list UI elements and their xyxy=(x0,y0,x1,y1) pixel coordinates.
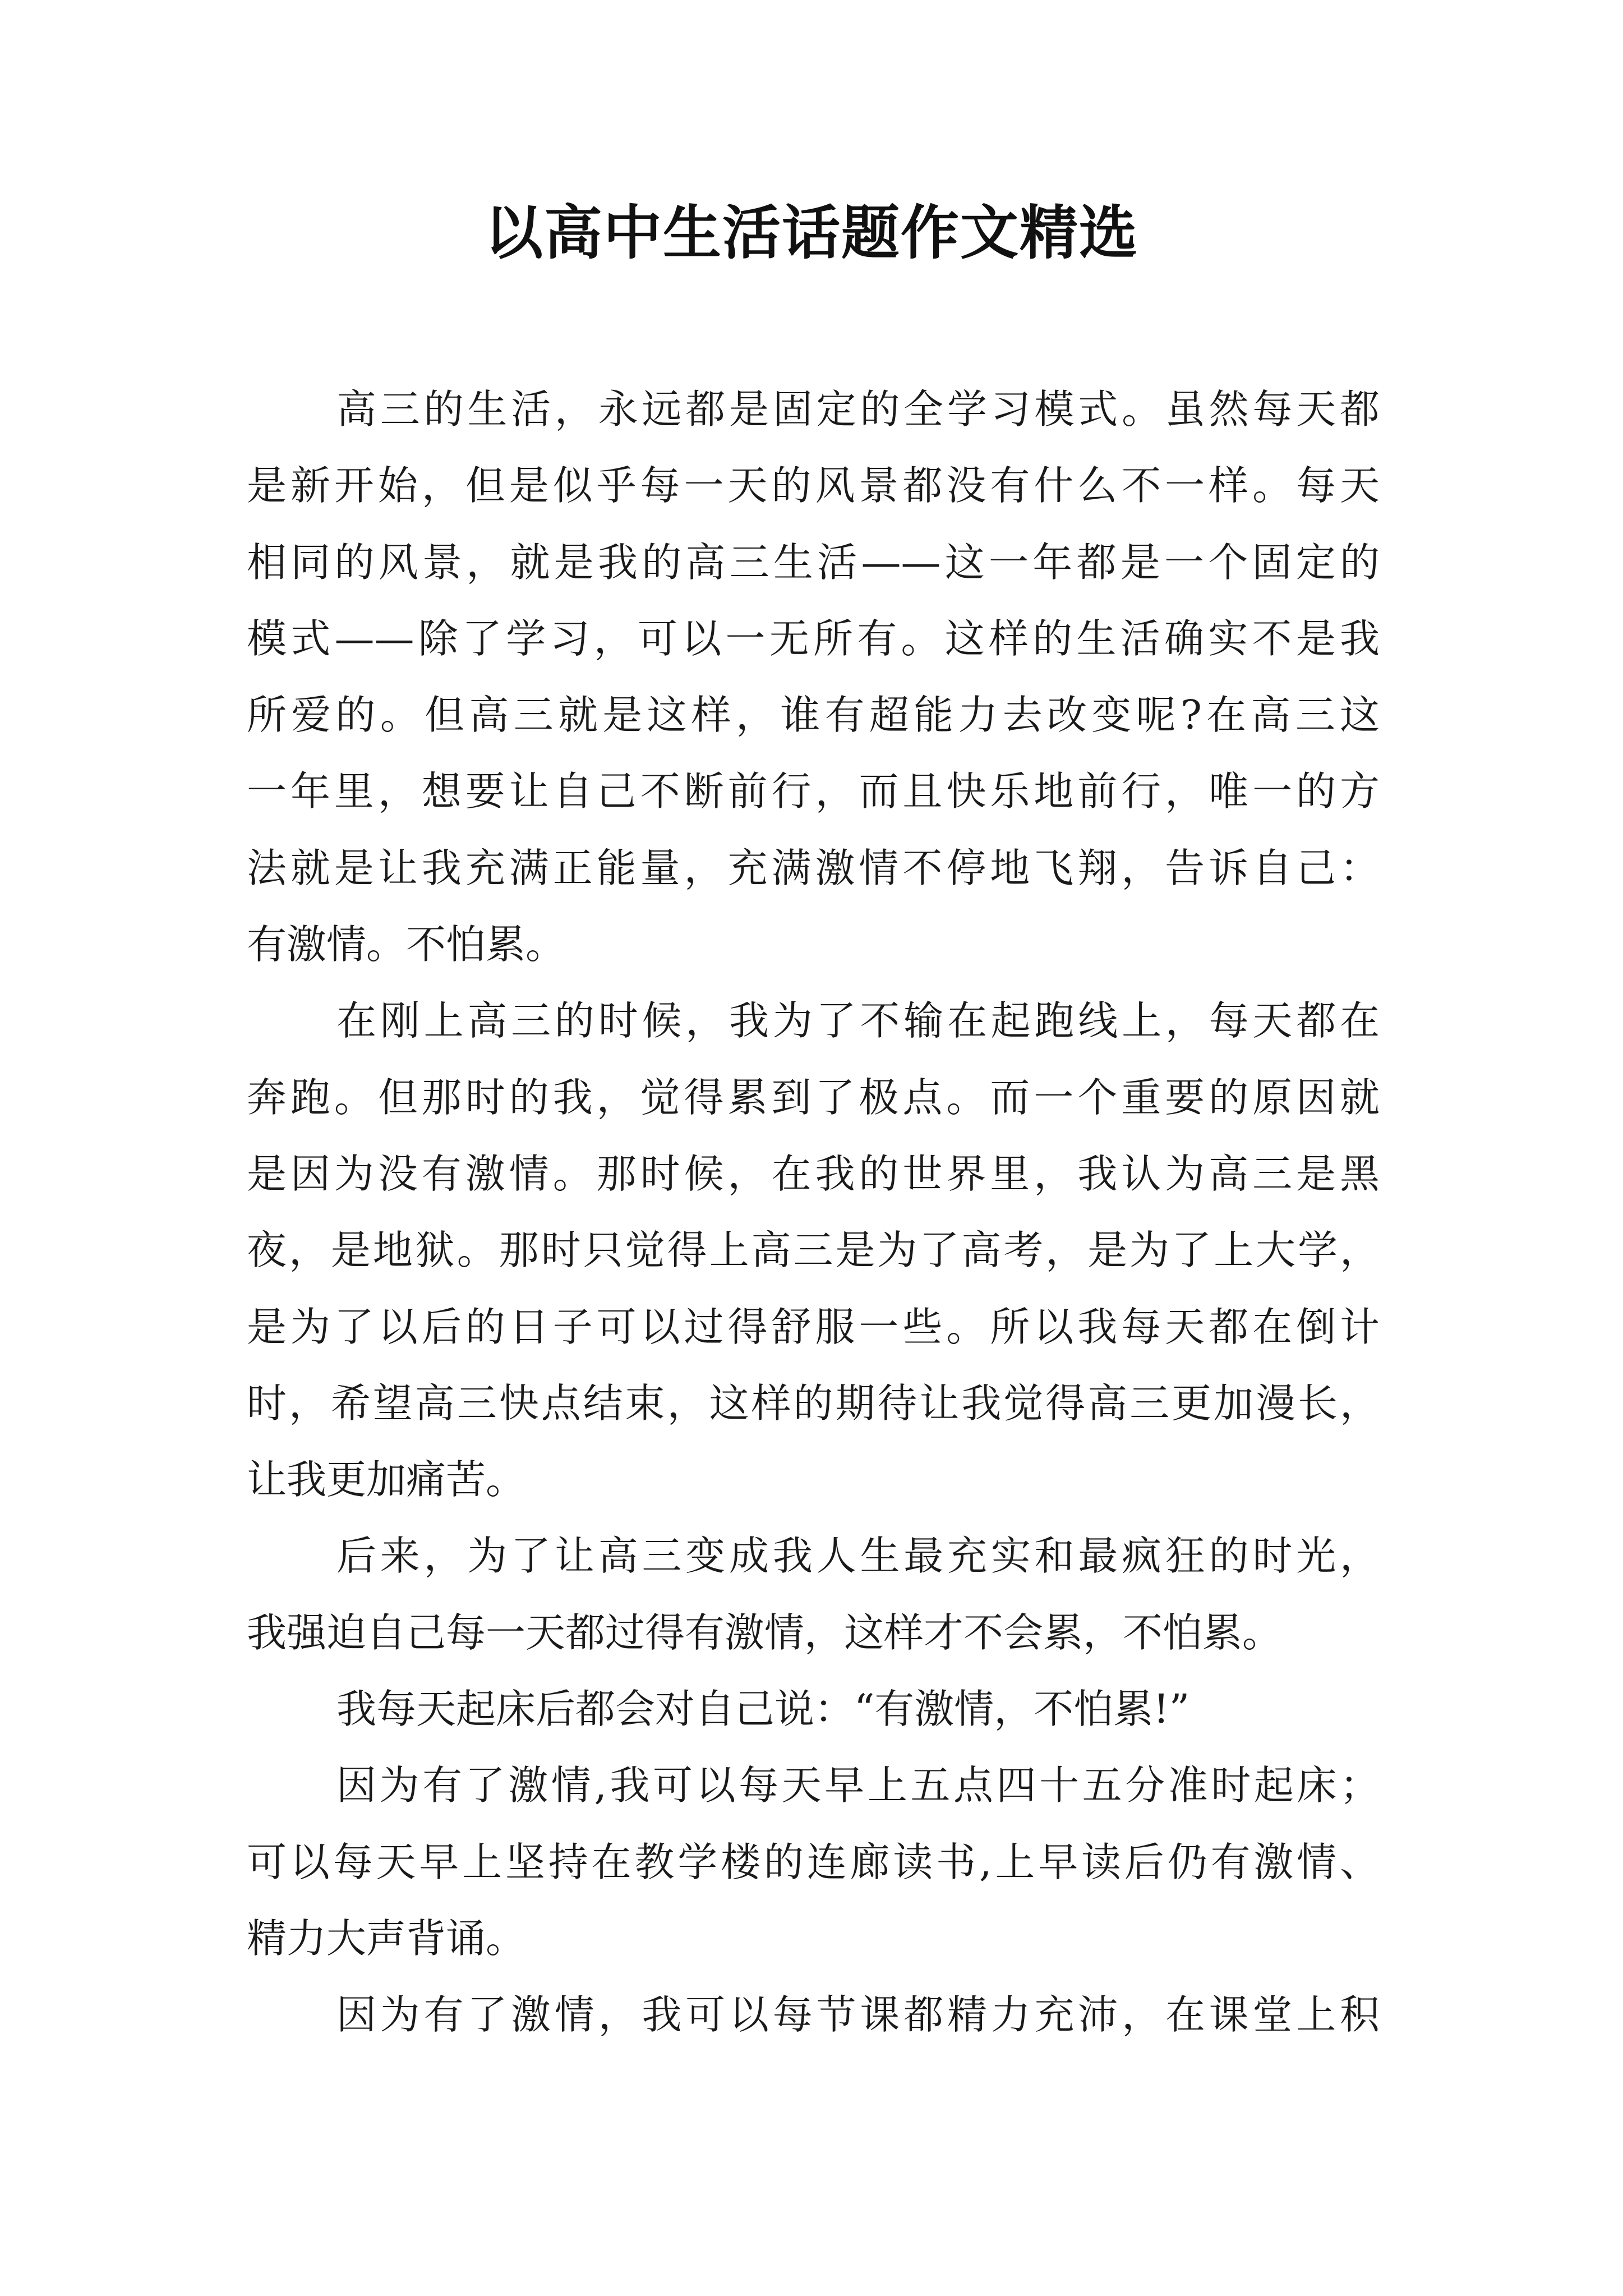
text-line: 有激情。不怕累。 xyxy=(247,921,566,968)
document-title: 以高中生活话题作文精选 xyxy=(484,198,1138,267)
text-line: 相同的风景，就是我的高三生活——这一年都是一个固定的 xyxy=(247,539,1380,586)
text-line: 是新开始，但是似乎每一天的风景都没有什么不一样。每天 xyxy=(247,462,1380,509)
text-line: 可以每天早上坚持在教学楼的连廊读书,上早读后仍有激情、 xyxy=(247,1838,1380,1885)
text-line: 一年里，想要让自己不断前行，而且快乐地前行，唯一的方 xyxy=(247,768,1380,815)
text-line: 所爱的。但高三就是这样，谁有超能力去改变呢?在高三这 xyxy=(247,692,1380,739)
text-line: 时，希望高三快点结束，这样的期待让我觉得高三更加漫长， xyxy=(247,1379,1380,1427)
text-line: 夜，是地狱。那时只觉得上高三是为了高考，是为了上大学， xyxy=(247,1227,1380,1274)
text-line: 我强迫自己每一天都过得有激情，这样才不会累，不怕累。 xyxy=(247,1609,1283,1656)
text-line: 在刚上高三的时候，我为了不输在起跑线上，每天都在 xyxy=(336,997,1380,1045)
text-line: 高三的生活，永远都是固定的全学习模式。虽然每天都 xyxy=(336,386,1380,432)
text-line: 我每天起床后都会对自己说：“有激情，不怕累!” xyxy=(336,1686,1190,1733)
text-line: 精力大声背诵。 xyxy=(247,1915,526,1962)
text-line: 后来，为了让高三变成我人生最充实和最疯狂的时光， xyxy=(336,1533,1380,1580)
text-line: 是因为没有激情。那时候，在我的世界里，我认为高三是黑 xyxy=(247,1150,1380,1197)
document-body xyxy=(247,371,1380,2054)
text-line: 奔跑。但那时的我，觉得累到了极点。而一个重要的原因就 xyxy=(247,1074,1380,1121)
text-line: 因为有了激情,我可以每天早上五点四十五分准时起床； xyxy=(336,1762,1380,1809)
text-line: 让我更加痛苦。 xyxy=(247,1456,526,1503)
text-line: 是为了以后的日子可以过得舒服一些。所以我每天都在倒计 xyxy=(247,1303,1380,1350)
text-line: 模式——除了学习，可以一无所有。这样的生活确实不是我 xyxy=(247,615,1380,662)
text-line: 因为有了激情，我可以每节课都精力充沛，在课堂上积 xyxy=(336,1991,1380,2039)
text-line: 法就是让我充满正能量，充满激情不停地飞翔，告诉自己： xyxy=(247,844,1380,891)
